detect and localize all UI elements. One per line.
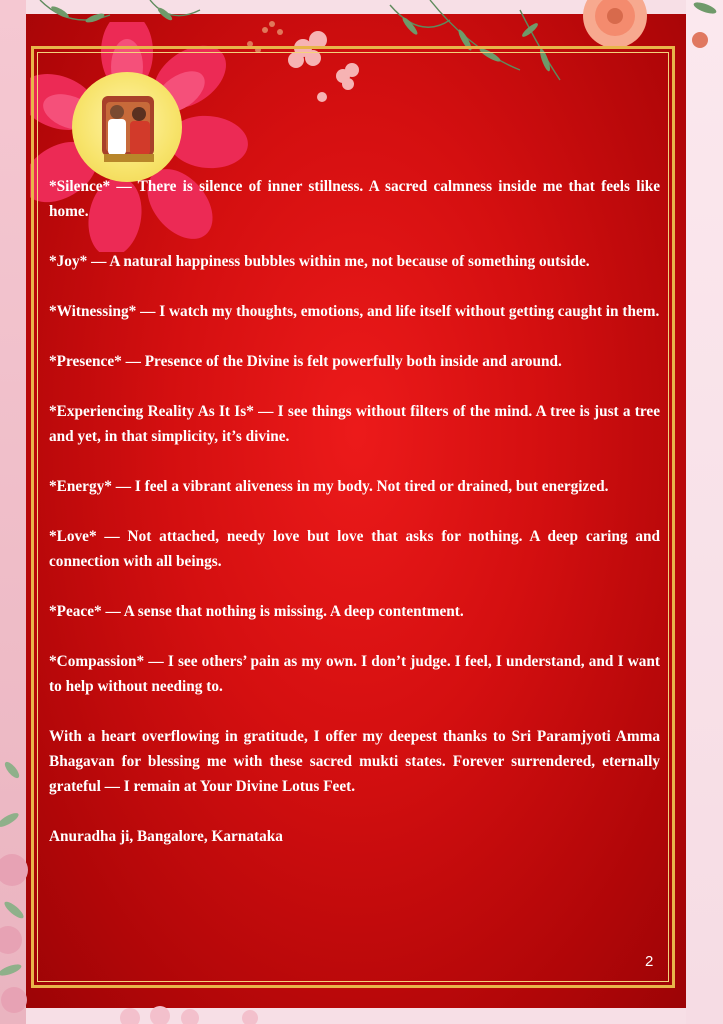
paragraph-peace: *Peace* — A sense that nothing is missing. A deep contentment. bbox=[49, 603, 464, 620]
paragraph-compassion: *Compassion* — I see others’ pain as my own. I don’t judge. I feel, I understand, and I want to help without needing to. bbox=[49, 653, 660, 695]
page-number: 2 bbox=[645, 953, 654, 970]
signature: Anuradha ji, Bangalore, Karnataka bbox=[49, 828, 283, 845]
paragraph-gratitude: With a heart overflowing in gratitude, I offer my deepest thanks to Sri Paramjyoti Amma Bhagavan for blessing me with these sacred mukti states. Forever surrendered, eternally grateful — I remain at Your Divine Lotus Feet. bbox=[49, 728, 660, 795]
paragraph-love: *Love* — Not attached, needy love but love that asks for nothing. A deep caring and connection with all beings. bbox=[49, 528, 660, 570]
testimonial-text bbox=[49, 174, 660, 874]
paragraph-silence: *Silence* — There is silence of inner stillness. A sacred calmness inside me that feels like home. bbox=[49, 178, 660, 220]
paragraph-energy: *Energy* — I feel a vibrant aliveness in my body. Not tired or drained, but energized. bbox=[49, 478, 609, 495]
paragraph-joy: *Joy* — A natural happiness bubbles within me, not because of something outside. bbox=[49, 253, 590, 270]
paragraph-reality: *Experiencing Reality As It Is* — I see things without filters of the mind. A tree is just a tree and yet, in that simplicity, it’s divine. bbox=[49, 403, 660, 445]
paragraph-witnessing: *Witnessing* — I watch my thoughts, emotions, and life itself without getting caught in them. bbox=[49, 303, 660, 320]
paragraph-presence: *Presence* — Presence of the Divine is felt powerfully both inside and around. bbox=[49, 353, 562, 370]
